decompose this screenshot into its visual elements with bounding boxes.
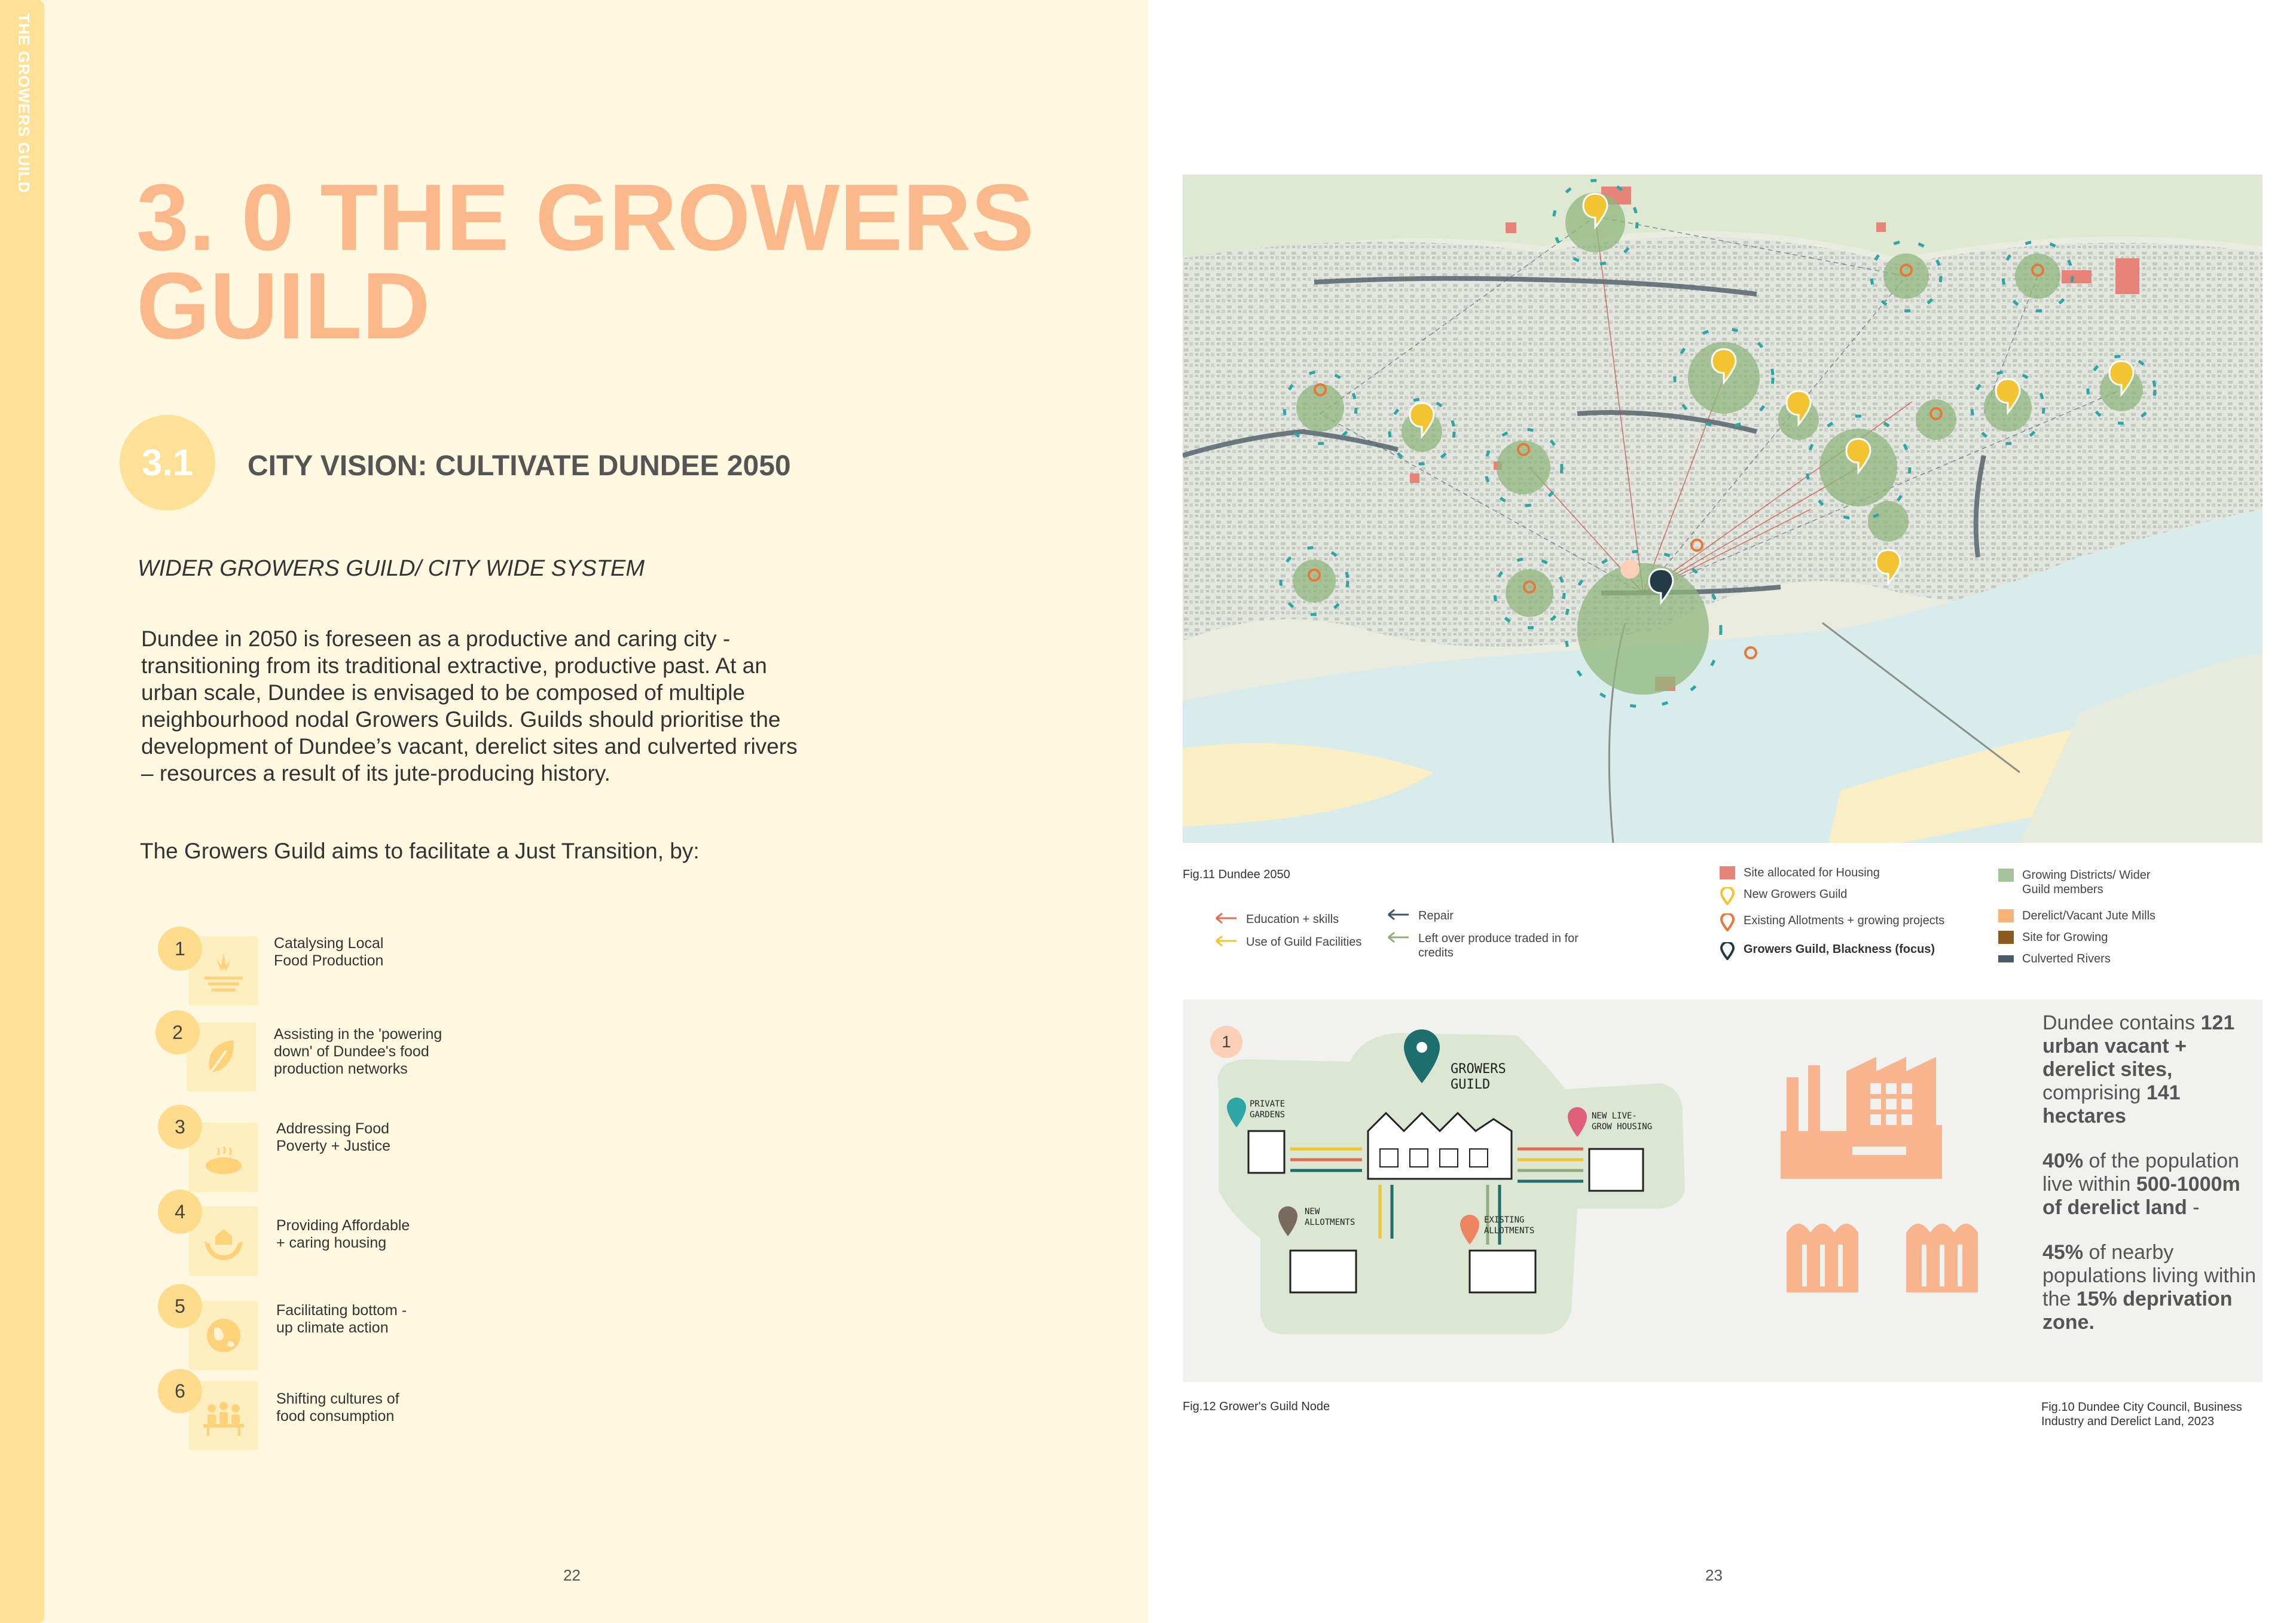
sub-heading: WIDER GROWERS GUILD/ CITY WIDE SYSTEM [138, 556, 645, 581]
legend-label: Use of Guild Facilities [1246, 936, 1362, 949]
spine-title: THE GROWERS GUILD [15, 13, 33, 194]
aim-item [0, 1010, 538, 1088]
legend-land-item [1998, 952, 2111, 966]
new-live-grow-label: NEW LIVE- GROW HOUSING [1592, 1111, 1653, 1132]
aim-number: 5 [158, 1284, 202, 1328]
legend-label: Left over produce traded in for credits [1418, 932, 1578, 959]
legend-land-item [1998, 930, 2108, 945]
arrow-left-icon [1215, 935, 1238, 947]
stat-population: 40% of the population live within 500-1000m of derelict land - [2042, 1150, 2240, 1219]
page-number-right: 23 [1705, 1566, 1723, 1584]
culverted-river-swatch [1998, 955, 2014, 962]
aim-item [0, 1190, 538, 1267]
private-gardens-label: PRIVATE GARDENS [1250, 1099, 1286, 1120]
growing-district-swatch [1998, 869, 2014, 882]
dundee-2050-map [1183, 175, 2263, 843]
node-badge: 1 [1210, 1026, 1242, 1058]
legend-site-item [1720, 887, 1847, 905]
aim-number: 6 [158, 1369, 202, 1413]
jute-mills-swatch [1998, 909, 2014, 922]
section-number-badge: 3.1 [120, 415, 215, 511]
right-page [1148, 0, 2296, 1623]
derelict-land-illustration [1781, 1035, 2020, 1310]
aim-number: 4 [158, 1190, 202, 1234]
aim-item [0, 1369, 538, 1447]
housing-swatch [1720, 866, 1735, 879]
aim-label: Providing Affordable + caring housing [276, 1217, 410, 1251]
legend-label: Site allocated for Housing [1744, 866, 1880, 879]
stat-deprivation: 45% of nearby populations living within the 15% deprivation zone. [2042, 1241, 2257, 1334]
legend-land-item [1998, 909, 2155, 923]
new-allotments-label: NEW ALLOTMENTS [1305, 1207, 1355, 1227]
page-number-left: 22 [563, 1566, 581, 1584]
arrow-left-icon [1387, 931, 1410, 943]
legend-label: Growing Districts/ Wider Guild members [2022, 869, 2151, 896]
legend-label: New Growers Guild [1744, 888, 1848, 901]
legend-label: Derelict/Vacant Jute Mills [2022, 909, 2156, 922]
growing-site-swatch [1998, 931, 2014, 944]
source-caption: Fig.10 Dundee City Council, Business Industry and Derelict Land, 2023 [2041, 1401, 2242, 1428]
legend-label: Repair [1418, 909, 1454, 922]
node-caption: Fig.12 Grower's Guild Node [1183, 1400, 1330, 1413]
growers-guild-label: GROWERS GUILD [1451, 1062, 1506, 1092]
derelict-land-stats [2042, 1011, 2258, 1356]
aims-intro: The Growers Guild aims to facilitate a Just Transition, by: [140, 839, 700, 863]
arrow-left-icon [1387, 909, 1410, 921]
aim-item [0, 1105, 538, 1182]
intro-paragraph: Dundee in 2050 is foreseen as a productive and caring city - transitioning from its traditional extractive, productive past. At an urban scale, Dundee is envisaged to be composed of multiple neighbourhood nodal Growers Guilds. Guilds should prioritise the development of Dundee’s vacant, derelict sites and culverted rivers – resources a result of its jute-producing history. [141, 626, 798, 785]
map-caption: Fig.11 Dundee 2050 [1183, 868, 1290, 881]
aim-label: Facilitating bottom - up climate action [276, 1302, 407, 1336]
legend-label: Culverted Rivers [2022, 952, 2111, 965]
stat-sites: Dundee contains 121 urban vacant + derelict sites, comprising 141 hectares [2042, 1011, 2235, 1127]
aim-item [0, 1284, 538, 1362]
legend-arrow-item [1387, 909, 1454, 923]
legend-arrow-item [1215, 935, 1361, 949]
legend-site-item [1720, 942, 1935, 960]
yellow-pin-icon [1720, 887, 1735, 905]
legend-label: Growers Guild, Blackness (focus) [1744, 943, 1935, 956]
aim-number: 1 [158, 927, 202, 971]
aim-number: 3 [158, 1105, 202, 1149]
chapter-title: 3. 0 THE GROWERS GUILD [136, 165, 1034, 359]
existing-allotments-label: EXISTING ALLOTMENTS [1484, 1215, 1535, 1236]
arrow-left-icon [1215, 912, 1238, 924]
dark-pin-icon [1720, 942, 1735, 960]
legend-arrow-item [1215, 912, 1339, 927]
legend-arrow-item [1387, 931, 1578, 960]
legend-site-item [1720, 913, 1944, 931]
legend-label: Site for Growing [2022, 931, 2108, 944]
legend-land-item [1998, 868, 2150, 897]
legend-label: Education + skills [1246, 913, 1339, 926]
aim-label: Catalysing Local Food Production [274, 935, 384, 969]
aim-item [0, 915, 538, 992]
orange-pin-icon [1720, 913, 1735, 931]
legend-label: Existing Allotments + growing projects [1744, 914, 1945, 927]
section-title: CITY VISION: CULTIVATE DUNDEE 2050 [248, 450, 791, 482]
aim-label: Shifting cultures of food consumption [276, 1390, 399, 1425]
map-graphic [1183, 175, 2263, 843]
legend-site-item [1720, 866, 1880, 880]
aim-number: 2 [155, 1010, 200, 1055]
aim-label: Addressing Food Poverty + Justice [276, 1120, 391, 1154]
aim-label: Assisting in the 'powering down' of Dundee's food production networks [274, 1026, 442, 1077]
